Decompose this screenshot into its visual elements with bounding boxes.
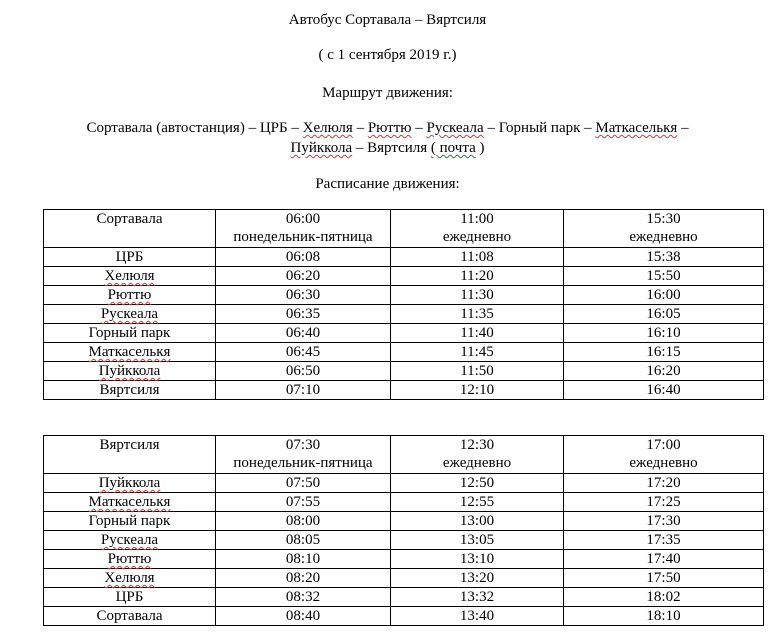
arrival-time: 17:25: [646, 494, 681, 510]
table-header-row: [44, 210, 764, 248]
arrival-time: 13:05: [459, 532, 495, 548]
stop-name: ЦРБ: [115, 249, 144, 265]
departure-time: 17:00: [646, 437, 681, 453]
arrival-time-cell: [564, 474, 764, 493]
stop-name: Рускеала: [100, 306, 159, 322]
arrival-time-cell: [564, 286, 764, 305]
arrival-time: 16:40: [646, 382, 681, 398]
arrival-time: 16:20: [646, 363, 681, 379]
departure-days: понедельник-пятница: [233, 229, 373, 245]
arrival-time: 17:40: [646, 551, 681, 567]
arrival-time-cell: [564, 531, 764, 550]
arrival-time: 13:20: [459, 570, 495, 586]
route-line-1: [0, 119, 775, 137]
departure-days: ежедневно: [442, 229, 512, 245]
header-departure-cell: [216, 436, 391, 474]
route-stop-matkaselkya: Маткаселькя: [595, 120, 678, 136]
stop-name: Рюттю: [107, 551, 152, 567]
route-separator: –: [677, 120, 689, 136]
table-row: [44, 324, 764, 343]
arrival-time: 17:20: [646, 475, 681, 491]
arrival-time-cell: [391, 474, 564, 493]
arrival-time: 07:10: [285, 382, 321, 398]
arrival-time-cell: [391, 343, 564, 362]
arrival-time: 11:30: [460, 287, 494, 303]
table-row: [44, 512, 764, 531]
arrival-time: 16:00: [646, 287, 681, 303]
stop-name-cell: [44, 362, 216, 381]
stop-name: Маткаселькя: [88, 344, 171, 360]
arrival-time-cell: [564, 569, 764, 588]
route-stop-ruskeala: Рускеала: [426, 120, 484, 136]
arrival-time-cell: [564, 248, 764, 267]
route-segment: – Горный парк –: [483, 120, 596, 136]
header-departure-cell: [391, 436, 564, 474]
header-departure-cell: [564, 210, 764, 248]
table-row: [44, 286, 764, 305]
table-row: [44, 474, 764, 493]
departure-time: 11:00: [460, 211, 494, 227]
table-row: [44, 267, 764, 286]
route-line-2: [0, 139, 775, 157]
arrival-time: 16:05: [646, 306, 681, 322]
stop-name-cell: [44, 607, 216, 626]
arrival-time-cell: [216, 493, 391, 512]
arrival-time-cell: [216, 588, 391, 607]
arrival-time: 06:50: [285, 363, 321, 379]
arrival-time-cell: [216, 305, 391, 324]
arrival-time-cell: [216, 474, 391, 493]
arrival-time-cell: [564, 588, 764, 607]
departure-time: 06:00: [285, 211, 321, 227]
stop-name-cell: [44, 248, 216, 267]
stop-name-cell: [44, 550, 216, 569]
table-row: [44, 381, 764, 400]
stop-name: Рюттю: [107, 287, 152, 303]
table-row: [44, 362, 764, 381]
table-row: [44, 607, 764, 626]
arrival-time: 08:40: [285, 608, 321, 624]
route-heading: Маршрут движения:: [322, 85, 453, 101]
origin-name: Сортавала: [96, 211, 163, 227]
stop-name-cell: [44, 343, 216, 362]
arrival-time: 06:20: [285, 268, 321, 284]
route-segment: Сортавала (автостанция) – ЦРБ –: [86, 120, 303, 136]
arrival-time: 17:50: [646, 570, 681, 586]
arrival-time: 08:10: [285, 551, 321, 567]
stop-name: Горный парк: [88, 513, 171, 529]
arrival-time: 06:40: [285, 325, 321, 341]
arrival-time-cell: [564, 550, 764, 569]
arrival-time: 06:30: [285, 287, 321, 303]
arrival-time-cell: [564, 493, 764, 512]
document-title: Автобус Сортавала – Вяртсиля: [288, 12, 487, 28]
schedule-heading: Расписание движения:: [315, 176, 460, 192]
arrival-time: 12:50: [459, 475, 495, 491]
arrival-time: 13:10: [459, 551, 495, 567]
arrival-time-cell: [564, 362, 764, 381]
arrival-time: 13:40: [459, 608, 495, 624]
arrival-time: 06:45: [285, 344, 321, 360]
arrival-time: 06:08: [285, 249, 321, 265]
stop-name: Пуйккола: [98, 363, 161, 379]
arrival-time: 07:50: [285, 475, 321, 491]
arrival-time-cell: [564, 512, 764, 531]
header-departure-cell: [564, 436, 764, 474]
arrival-time-cell: [216, 512, 391, 531]
stop-name: ЦРБ: [115, 589, 144, 605]
arrival-time-cell: [391, 362, 564, 381]
arrival-time: 16:10: [646, 325, 681, 341]
arrival-time-cell: [216, 381, 391, 400]
arrival-time-cell: [391, 569, 564, 588]
departure-time: 15:30: [646, 211, 681, 227]
route-stop-post: ( почта: [430, 140, 476, 156]
arrival-time-cell: [216, 267, 391, 286]
arrival-time: 07:55: [285, 494, 321, 510]
table-row: [44, 248, 764, 267]
header-origin-cell: [44, 210, 216, 248]
arrival-time: 08:00: [285, 513, 321, 529]
header-departure-cell: [216, 210, 391, 248]
arrival-time: 11:20: [460, 268, 494, 284]
table-row: [44, 531, 764, 550]
stop-name-cell: [44, 588, 216, 607]
arrival-time-cell: [391, 381, 564, 400]
arrival-time-cell: [391, 305, 564, 324]
table-row: [44, 343, 764, 362]
arrival-time: 11:45: [460, 344, 494, 360]
route-segment: ): [475, 140, 485, 156]
arrival-time: 06:35: [285, 306, 321, 322]
stop-name-cell: [44, 493, 216, 512]
route-separator: –: [411, 120, 427, 136]
stop-name: Рускеала: [100, 532, 159, 548]
arrival-time-cell: [216, 607, 391, 626]
arrival-time-cell: [391, 267, 564, 286]
departure-days: ежедневно: [629, 455, 698, 471]
arrival-time-cell: [564, 267, 764, 286]
arrival-time-cell: [216, 248, 391, 267]
stop-name: Маткаселькя: [88, 494, 171, 510]
departure-days: понедельник-пятница: [233, 455, 373, 471]
arrival-time: 11:35: [460, 306, 494, 322]
arrival-time-cell: [216, 362, 391, 381]
route-stop-puikkola: Пуйккола: [290, 140, 353, 156]
table-row: [44, 305, 764, 324]
arrival-time-cell: [216, 324, 391, 343]
stop-name-cell: [44, 512, 216, 531]
stop-name-cell: [44, 267, 216, 286]
stop-name: Вяртсиля: [99, 382, 160, 398]
departure-time: 07:30: [285, 437, 321, 453]
arrival-time-cell: [216, 531, 391, 550]
arrival-time-cell: [216, 286, 391, 305]
table-header-row: [44, 436, 764, 474]
stop-name: Пуйккола: [98, 475, 161, 491]
arrival-time: 15:38: [646, 249, 681, 265]
arrival-time: 11:08: [460, 249, 494, 265]
schedule-table-outbound: [43, 209, 764, 400]
table-row: [44, 588, 764, 607]
stop-name-cell: [44, 569, 216, 588]
stop-name: Горный парк: [88, 325, 171, 341]
table-row: [44, 569, 764, 588]
schedule-table-return: [43, 435, 764, 626]
arrival-time-cell: [564, 607, 764, 626]
arrival-time: 18:10: [646, 608, 681, 624]
arrival-time: 16:15: [646, 344, 681, 360]
arrival-time: 11:50: [460, 363, 494, 379]
arrival-time-cell: [391, 286, 564, 305]
arrival-time-cell: [564, 324, 764, 343]
arrival-time-cell: [564, 381, 764, 400]
arrival-time-cell: [216, 550, 391, 569]
table-row: [44, 493, 764, 512]
route-stop-ruttu: Рюттю: [367, 120, 412, 136]
arrival-time-cell: [216, 569, 391, 588]
stop-name-cell: [44, 286, 216, 305]
stop-name: Хелюля: [104, 570, 155, 586]
arrival-time-cell: [391, 550, 564, 569]
arrival-time-cell: [391, 324, 564, 343]
arrival-time-cell: [391, 493, 564, 512]
arrival-time-cell: [391, 512, 564, 531]
arrival-time: 17:35: [646, 532, 681, 548]
arrival-time-cell: [391, 607, 564, 626]
origin-name: Вяртсиля: [99, 437, 160, 453]
departure-days: ежедневно: [629, 229, 698, 245]
route-separator: –: [352, 120, 368, 136]
table-row: [44, 550, 764, 569]
arrival-time-cell: [564, 305, 764, 324]
arrival-time: 11:40: [460, 325, 494, 341]
arrival-time: 15:50: [646, 268, 681, 284]
arrival-time: 17:30: [646, 513, 681, 529]
stop-name-cell: [44, 531, 216, 550]
departure-time: 12:30: [459, 437, 495, 453]
arrival-time: 12:10: [459, 382, 495, 398]
arrival-time: 12:55: [459, 494, 495, 510]
stop-name-cell: [44, 305, 216, 324]
arrival-time-cell: [564, 343, 764, 362]
header-departure-cell: [391, 210, 564, 248]
header-origin-cell: [44, 436, 216, 474]
stop-name: Хелюля: [104, 268, 155, 284]
stop-name-cell: [44, 474, 216, 493]
arrival-time: 08:05: [285, 532, 321, 548]
route-stop-heluya: Хелюля: [302, 120, 353, 136]
arrival-time-cell: [391, 588, 564, 607]
stop-name-cell: [44, 324, 216, 343]
arrival-time-cell: [216, 343, 391, 362]
stop-name-cell: [44, 381, 216, 400]
effective-date: ( с 1 сентября 2019 г.): [318, 47, 457, 63]
route-segment: – Вяртсиля: [352, 140, 431, 156]
arrival-time: 08:32: [285, 589, 321, 605]
arrival-time-cell: [391, 531, 564, 550]
arrival-time: 08:20: [285, 570, 321, 586]
arrival-time: 13:32: [459, 589, 495, 605]
arrival-time: 18:02: [646, 589, 681, 605]
departure-days: ежедневно: [442, 455, 512, 471]
arrival-time: 13:00: [459, 513, 495, 529]
stop-name: Сортавала: [96, 608, 163, 624]
arrival-time-cell: [391, 248, 564, 267]
